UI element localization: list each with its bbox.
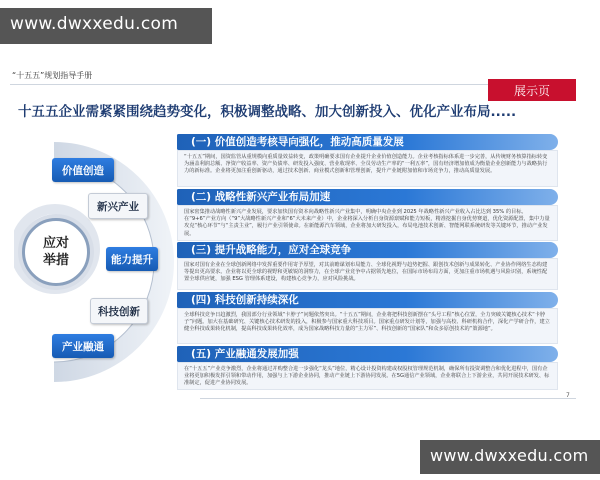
header-divider [10, 84, 500, 85]
node-label: 科技创新 [98, 305, 140, 318]
section-2-body: 国家密集推动战略性新兴产业发展，要求加快国有资本向战略性新兴产业集中，明确中央企业到 2025 年战略性新兴产业收入占比达到 35% 的目标。在“9+6”产业方向（“9”大战略性新兴产业和“6”大未来产业）中，企业将深入分析自身资源禀赋和能力短板，精准挖掘自身优势赛道，优化资源配置，集中力量攻克“核心环节”与“主责主业”，履行产业引领使命。在新能源汽车领域，企业将加大研发投入，布局电池技术创新、智能网联系统研发等关键环节，推动产业发展。 [177, 205, 558, 241]
section-5-body: 在“十五五”产业竞争激烈，企业将通过并购整合进一步强化“龙头”地位，精心设计投资构建或权股权管理规范机制，确保所有投资调整合和优化进程中，国有企业将更加积极发挥引领和带动作用，加强与上下游企业协同，推动产业链上下游协同发展。在5G通信产业领域，企业将联合上下游企业，共同开展技术研发、标准制定，促进产业协同发展。 [177, 362, 558, 390]
node-value-creation[interactable] [52, 158, 114, 182]
section-3-title: (三) 提升战略能力，应对全球竞争 [177, 242, 558, 258]
node-capability[interactable] [106, 247, 158, 271]
hub-label: 应对 举措 [42, 236, 69, 268]
section-1-title: (一) 价值创造考核导向强化，推动高质量发展 [177, 134, 558, 150]
node-emerging-industry[interactable] [88, 193, 148, 219]
section-4-body: 全球科技竞争日趋激烈，我国部分行业领域“卡脖子”问题依然突出。“十五五”期间，企业将把科技创新摆在“头号工程”核心位置，全力突破关键核心技术“卡脖子”问题。加大在基础研究、关键核心技术研发的投入，积极参与国家重大科技项目。国家重点研发计划等，加强与高校、科研机构合作，深化产学研合作，建立健全科技成果转化机制，提高科技成果转化效率，成为国家战略科技力量的“主力军”、科技创新的“国家队”和众多原创技术的“策源地”。 [177, 308, 558, 344]
page-number: 7 [566, 392, 570, 399]
watermark-top: www.dwxxedu.com [0, 8, 212, 44]
section-5-title: (五) 产业融通发展加强 [177, 346, 558, 362]
section-4-title: (四) 科技创新持续深化 [177, 292, 558, 308]
page-headline: 十五五企业需紧紧围绕趋势变化，积极调整战略、加大创新投入、优化产业布局..... [18, 104, 517, 120]
section-1-body: “十五五”期间，国资监管从重规模向重质量效益转变，政策明确要求国有企业提升企业价值创造能力。企业考核指标体系进一步完善，从传统财务核算指标转变为涵盖利润总额、净资产收益率、资产负债率、研发投入强度、营业收现率、全员劳动生产率的“一利五率”，国有经济增加值成为衡量企业创新能力与战略执行力的新标准。企业将更加注重创新驱动，通过技术创新、商业模式创新和管理创新，提升产业链附加值和市场竞争力，推动高质量发展。 [177, 150, 558, 187]
node-industry-integration[interactable] [52, 334, 114, 358]
section-2-title: (二) 战略性新兴产业布局加速 [177, 189, 558, 205]
node-label: 价值创造 [62, 164, 104, 177]
footer-divider [200, 398, 576, 399]
watermark-bottom: www.dwxxedu.com [420, 440, 600, 474]
show-page-button[interactable]: 展示页 [488, 79, 576, 101]
section-3-body: 国家对国有企业在全球创新网络中发挥重要作用寄予厚望，对其前瞻谋划布局能力、全球化视野与趋势把握、跟创技术创新与成果转化、产业协作网络生态构建等提出更高要求。企业将以更全球的视野和更敏锐的洞察力，在全球产业竞争中占据领先地位，在国际市场布局方面，更加注重市场机遇与风险识别，系统性配置全球供应链，加强 ESG 管理体系建设，构建核心竞争力，应对风险挑战。 [177, 258, 558, 290]
node-label: 新兴产业 [97, 200, 139, 213]
node-tech-innovation[interactable] [90, 298, 148, 324]
node-label: 产业融通 [62, 340, 104, 353]
brand-label: “十五五”规划指导手册 [12, 71, 93, 80]
node-label: 能力提升 [111, 253, 153, 266]
center-hub [22, 218, 90, 286]
